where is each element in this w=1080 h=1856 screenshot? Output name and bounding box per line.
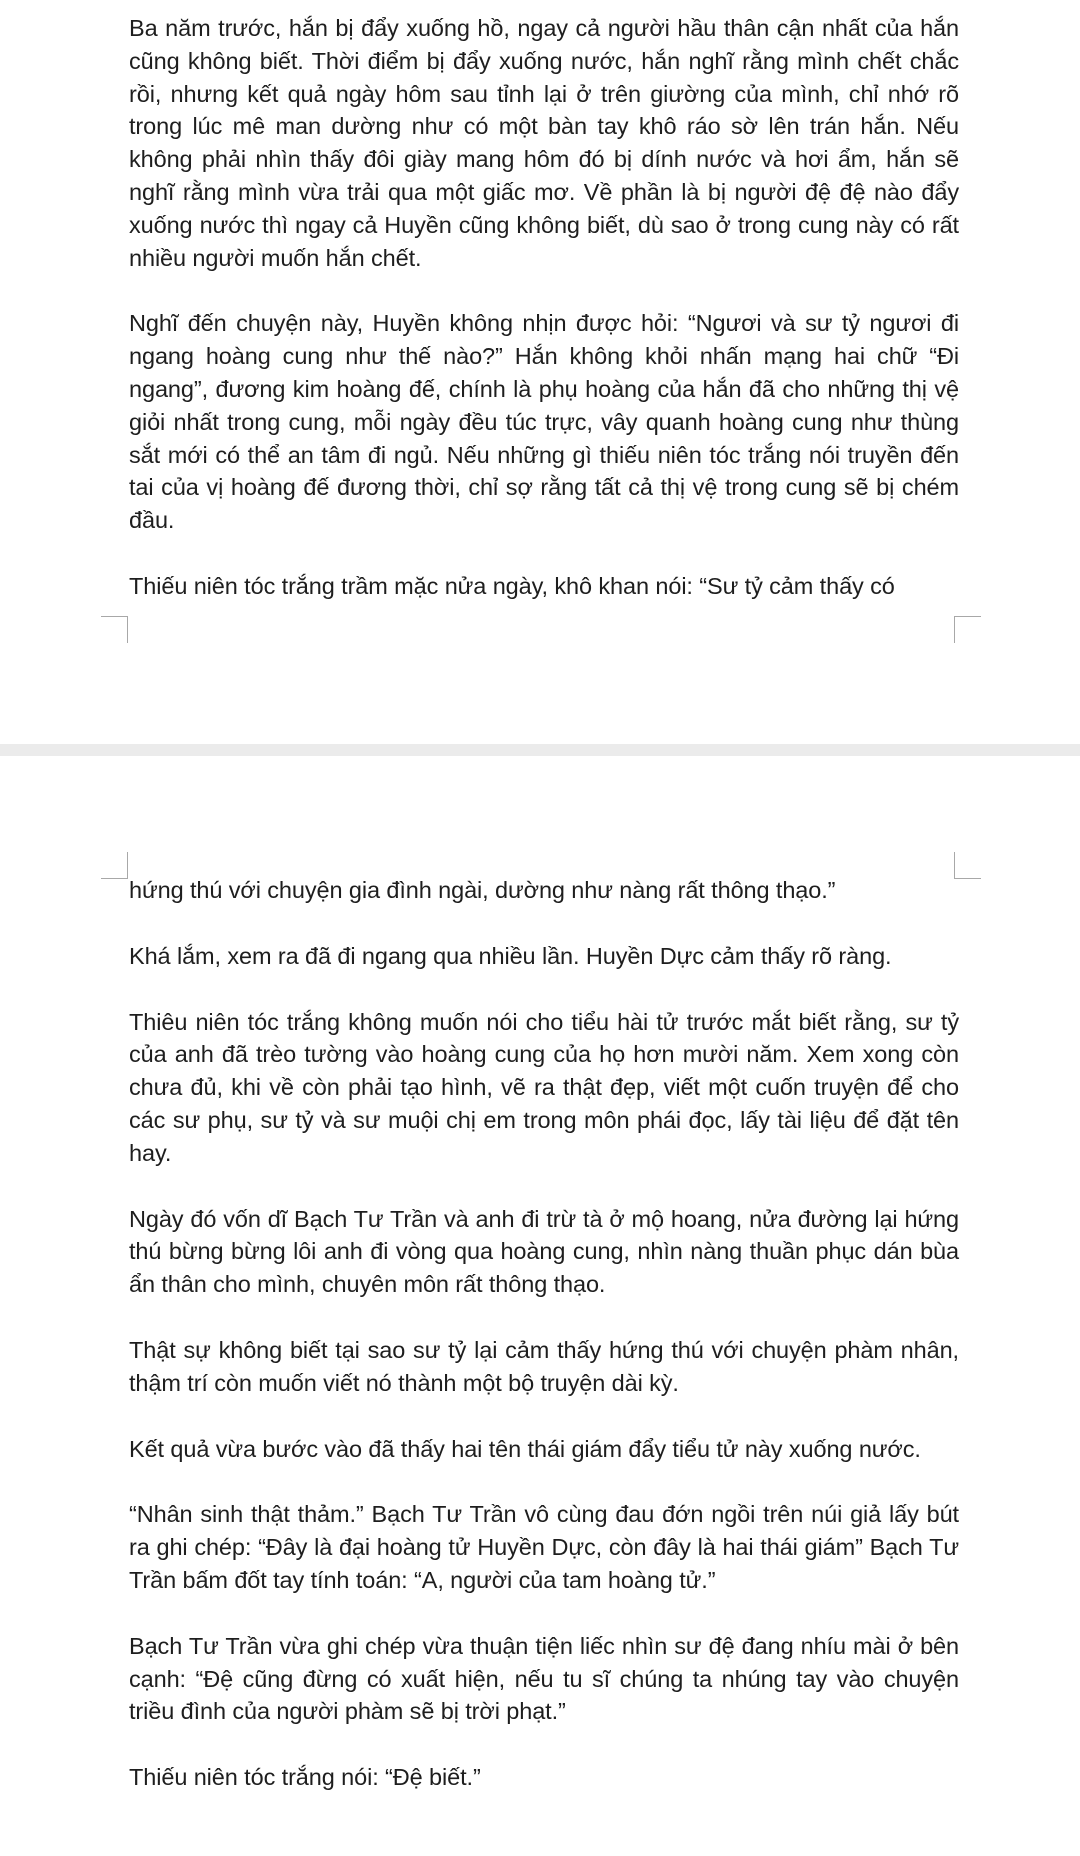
paragraph: Thiếu niên tóc trắng nói: “Đệ biết.” xyxy=(129,1764,481,1791)
page-1-text xyxy=(129,12,959,636)
paragraph: Kết quả vừa bước vào đã thấy hai tên thái giám đẩy tiểu tử này xuống nước. xyxy=(129,1435,921,1462)
paragraph: Nghĩ đến chuyện này, Huyền không nhịn được hỏi: “Ngươi và sư tỷ ngươi đi ngang hoàng cung như thế nào?” Hắn không khỏi nhấn mạng hai chữ “Đi ngang”, đương kim hoàng đế, chính là phụ hoàng của hắn đã cho những thị vệ giỏi nhất trong cung, mỗi ngày đều túc trực, vây quanh hoàng cung như thùng sắt mới có thể an tâm đi ngủ. Nếu những gì thiếu niên tóc trắng nói truyền đến tai của vị hoàng đế đương thời, chỉ sợ rằng tất cả thị vệ trong cung sẽ bị chém đầu. xyxy=(129,310,959,534)
paragraph: Ba năm trước, hắn bị đẩy xuống hồ, ngay cả người hầu thân cận nhất của hắn cũng không biết. Thời điểm bị đẩy xuống nước, hắn nghĩ rằng mình chết chắc rồi, nhưng kết quả ngày hôm sau tỉnh lại ở trên giường của mình, chỉ nhớ rõ trong lúc mê man dường như có một bàn tay khô ráo sờ lên trán hắn. Nếu không phải nhìn thấy đôi giày mang hôm đó bị dính nước và hơi ẩm, hắn sẽ nghĩ rằng mình vừa trải qua một giấc mơ. Về phần là bị người đệ đệ nào đẩy xuống nước thì ngay cả Huyền cũng không biết, dù sao ở trong cung này có rất nhiều người muốn hắn chết. xyxy=(129,15,959,271)
page-2-text xyxy=(129,874,959,1827)
document-page-1 xyxy=(0,0,1080,744)
margin-corner-mark xyxy=(954,616,981,643)
paragraph: hứng thú với chuyện gia đình ngài, dường như nàng rất thông thạo.” xyxy=(129,877,836,903)
margin-corner-mark xyxy=(101,616,128,643)
paragraph: “Nhân sinh thật thảm.” Bạch Tư Trần vô cùng đau đớn ngồi trên núi giả lấy bút ra ghi chép: “Đây là đại hoàng tử Huyền Dực, còn đây là hai thái giám” Bạch Tư Trần bấm đốt tay tính toán: “A, người của tam hoàng tử.” xyxy=(129,1501,959,1593)
paragraph: Khá lắm, xem ra đã đi ngang qua nhiều lần. Huyền Dực cảm thấy rõ ràng. xyxy=(129,942,892,969)
paragraph: Bạch Tư Trần vừa ghi chép vừa thuận tiện liếc nhìn sư đệ đang nhíu mài ở bên cạnh: “Đệ cũng đừng có xuất hiện, nếu tu sĩ chúng ta nhúng tay vào chuyện triều đình của người phàm sẽ bị trời phạt.” xyxy=(129,1632,959,1725)
paragraph: Thật sự không biết tại sao sư tỷ lại cảm thấy hứng thú với chuyện phàm nhân, thậm trí còn muốn viết nó thành một bộ truyện dài kỳ. xyxy=(129,1336,959,1396)
document-page-2 xyxy=(0,756,1080,1856)
paragraph: Ngày đó vốn dĩ Bạch Tư Trần và anh đi trừ tà ở mộ hoang, nửa đường lại hứng thú bừng bừng lôi anh đi vòng qua hoàng cung, nhìn nàng thuần phục dán bùa ẩn thân cho mình, chuyên môn rất thông thạo. xyxy=(129,1205,959,1298)
margin-corner-mark xyxy=(101,852,128,879)
paragraph: Thiếu niên tóc trắng trầm mặc nửa ngày, khô khan nói: “Sư tỷ cảm thấy có xyxy=(129,572,895,599)
paragraph: Thiêu niên tóc trắng không muốn nói cho tiểu hài tử trước mắt biết rằng, sư tỷ của anh đã trèo tường vào hoàng cung của họ hơn mười năm. Xem xong còn chưa đủ, khi về còn phải tạo hình, vẽ ra thật đẹp, viết một cuốn truyện để cho các sư phụ, sư tỷ và sư muội chị em trong môn phái đọc, lấy tài liệu để đặt tên hay. xyxy=(129,1008,959,1166)
page-separator xyxy=(0,744,1080,756)
